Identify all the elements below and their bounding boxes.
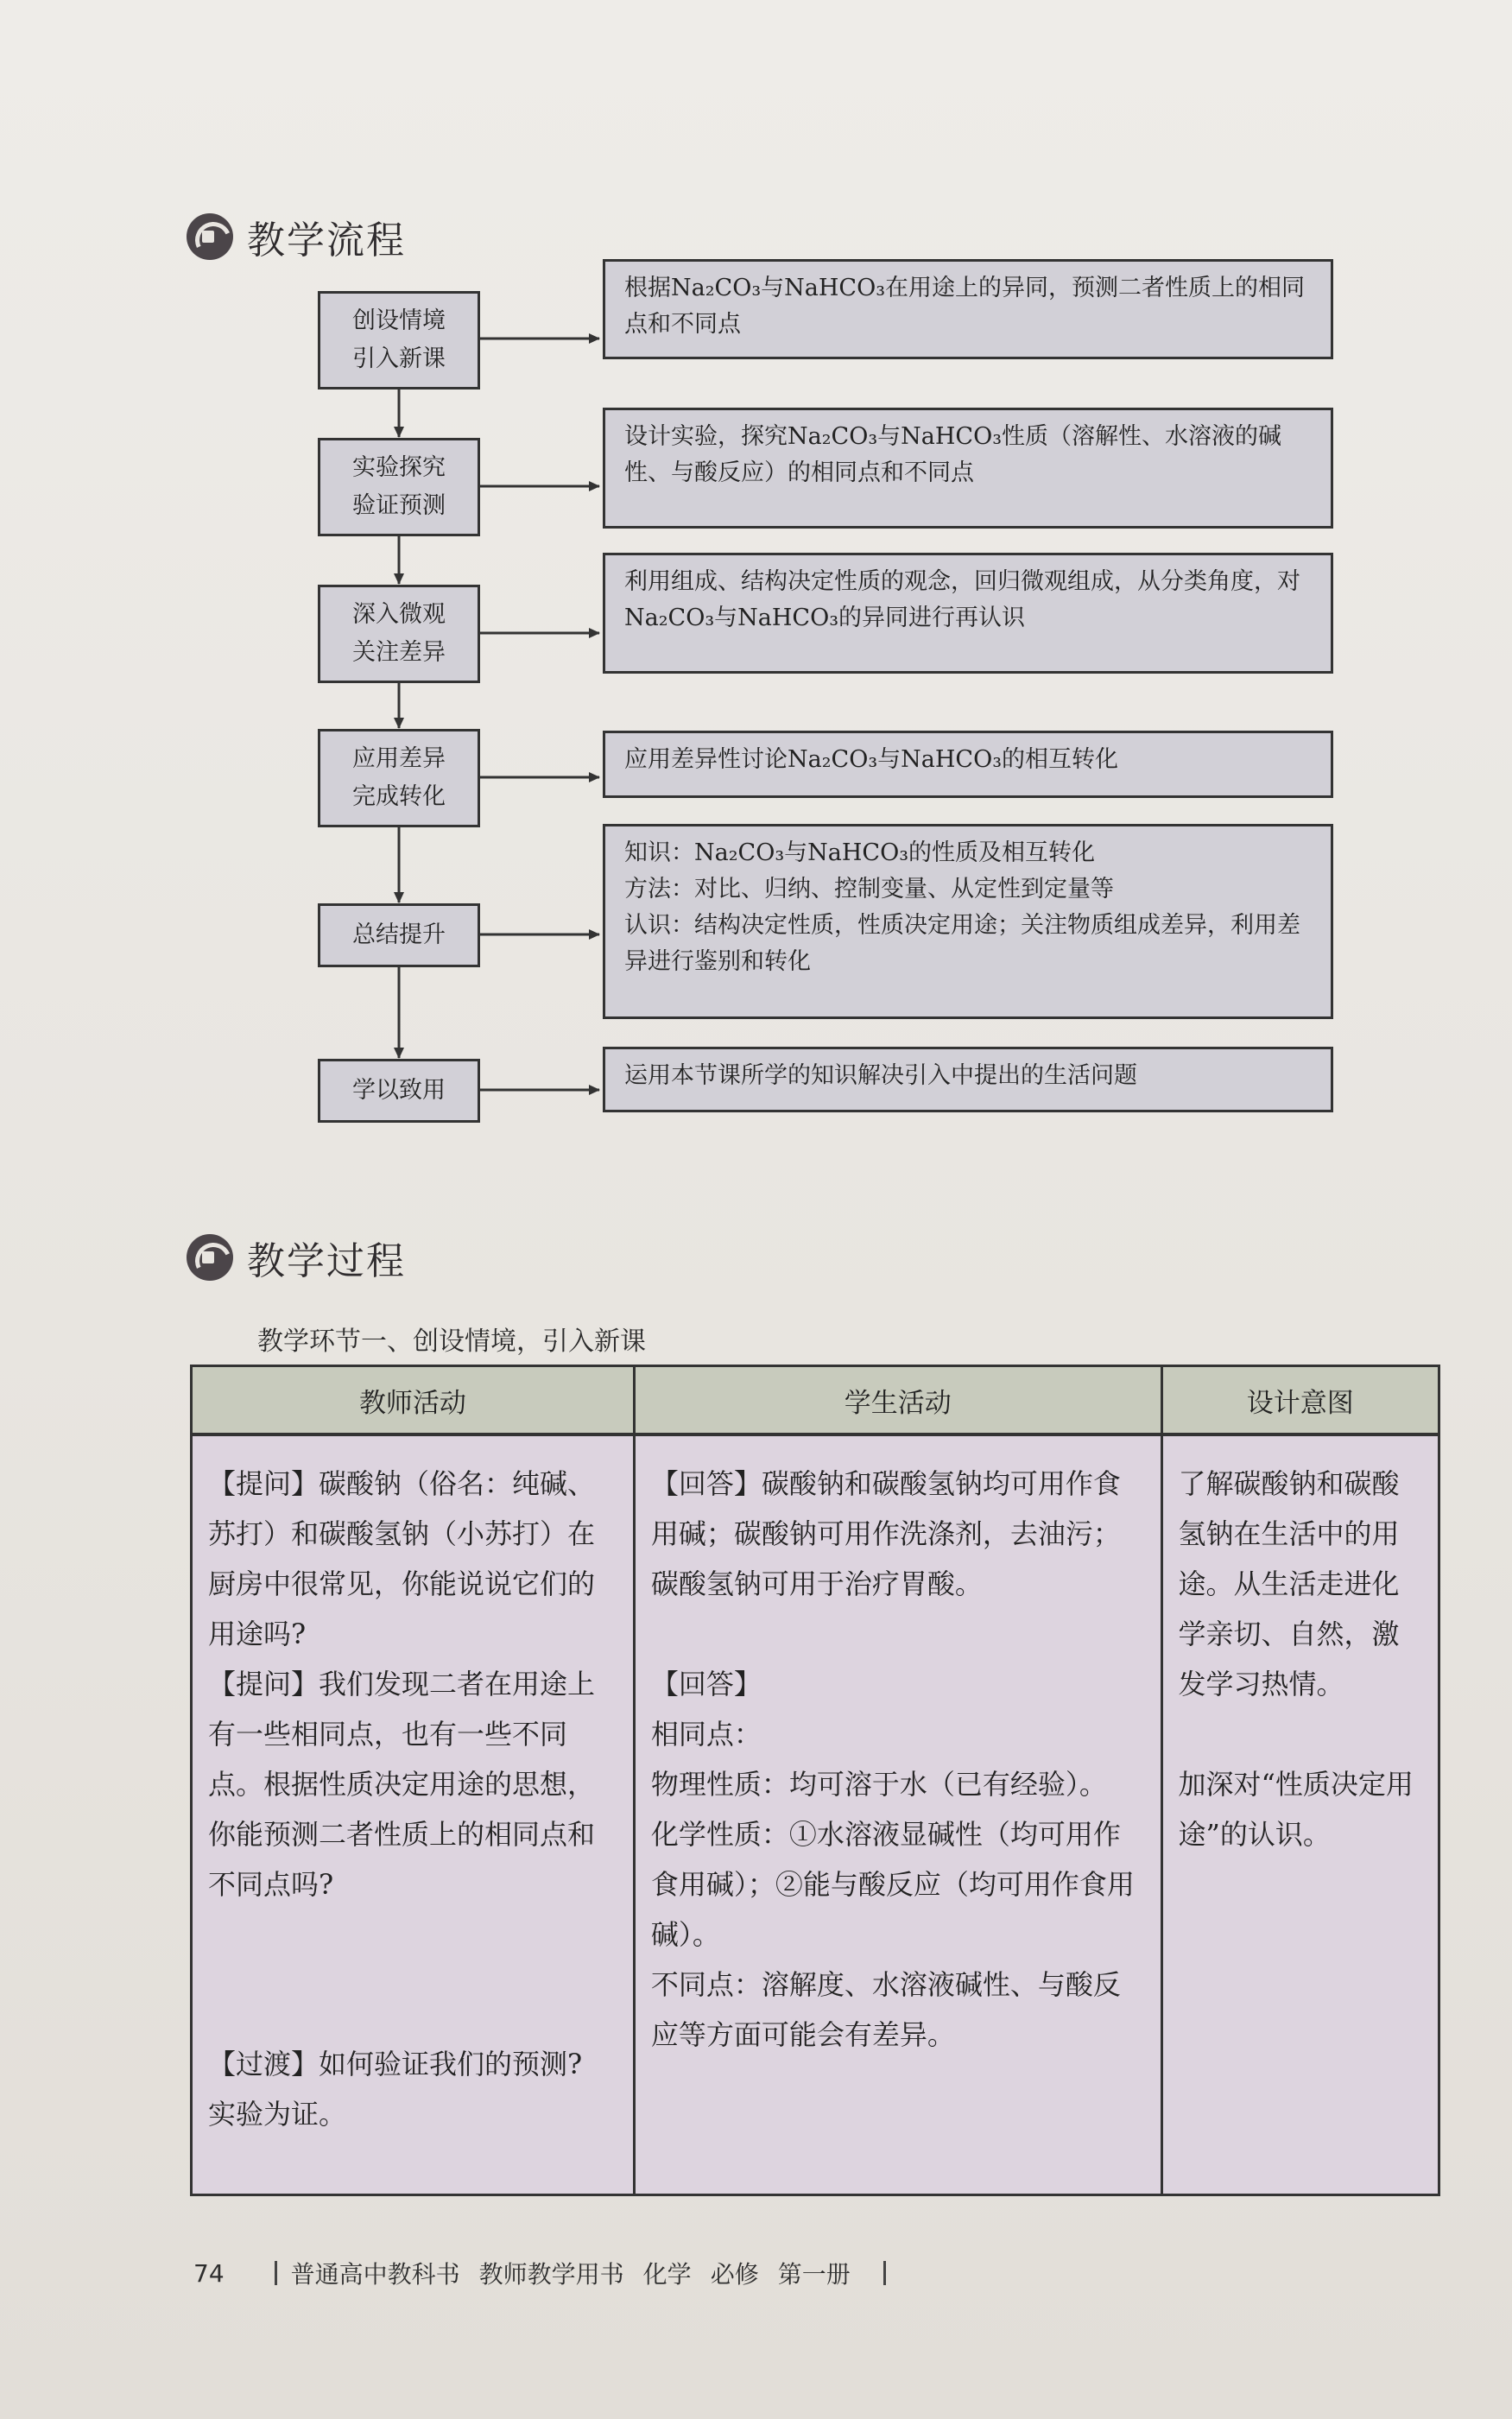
header-design-intent: 设计意图	[1161, 1366, 1439, 1435]
flow-stage-box	[318, 729, 480, 827]
header-student-activity: 学生活动	[634, 1366, 1161, 1435]
teacher-question-2: 【提问】我们发现二者在用途上有一些相同点，也有一些不同点。根据性质决定用途的思想，你能预测二者性质上的相同点和不同点吗?	[208, 1668, 596, 1901]
flow-description-box	[603, 731, 1333, 798]
page-footer	[193, 2256, 900, 2290]
footer-type: 教师教学用书	[478, 2260, 624, 2289]
design-intent-cell	[1161, 1434, 1439, 2194]
section-logo-icon	[187, 1234, 233, 1281]
flow-description-box	[603, 259, 1333, 359]
flow-stage-box	[318, 585, 480, 683]
step-caption: 教学环节一、创设情境，引入新课	[257, 1327, 646, 1357]
teacher-question-1: 【提问】碳酸钠（俗名：纯碱、苏打）和碳酸氢钠（小苏打）在厨房中很常见，你能说说它们的用途吗?	[208, 1467, 596, 1650]
footer-subject: 化学	[642, 2260, 692, 2289]
footer-divider	[883, 2261, 886, 2285]
flow-stage-label: 应用差异 完成转化	[352, 745, 446, 810]
student-differences: 不同点：溶解度、水溶液碱性、与酸反应等方面可能会有差异。	[650, 1968, 1121, 2051]
flow-stage-label: 总结提升	[352, 921, 446, 948]
header-teacher-activity: 教师活动	[192, 1366, 635, 1435]
flow-description-box	[603, 824, 1333, 1019]
page-number: 74	[193, 2258, 225, 2288]
student-answer-2-label: 【回答】	[650, 1668, 762, 1700]
process-section-heading	[187, 1230, 406, 1285]
flow-stage-box	[318, 438, 480, 536]
flow-description-box	[603, 1047, 1333, 1112]
intent-2: 加深对“性质决定用途”的认识。	[1178, 1768, 1414, 1851]
student-similarities-label: 相同点：	[650, 1718, 762, 1751]
intent-1: 了解碳酸钠和碳酸氢钠在生活中的用途。从生活走进化学亲切、自然，激发学习热情。	[1178, 1467, 1400, 1700]
flow-description-line: 利用组成、结构决定性质的观念，回归微观组成，从分类角度，对Na₂CO₃与NaHCO₃的异同进行再认识	[624, 568, 1300, 631]
flow-description-line: 设计实验，探究Na₂CO₃与NaHCO₃性质（溶解性、水溶液的碱性、与酸反应）的相同点和不同点	[624, 423, 1282, 486]
flow-stage-box	[318, 1059, 480, 1123]
teaching-process-table	[190, 1365, 1440, 2196]
flow-section-title: 教学流程	[247, 218, 406, 263]
process-section-title: 教学过程	[247, 1239, 406, 1283]
flow-description-line: 知识：Na₂CO₃与NaHCO₃的性质及相互转化	[624, 839, 1096, 866]
flow-stage-label: 创设情境 引入新课	[352, 307, 446, 372]
flow-stage-box	[318, 291, 480, 389]
flow-stage-label: 实验探究 验证预测	[352, 454, 446, 519]
student-answer-1: 【回答】碳酸钠和碳酸氢钠均可用作食用碱；碳酸钠可用作洗涤剂，去油污；碳酸氢钠可用于治疗胃酸。	[650, 1467, 1121, 1600]
flow-description-box	[603, 553, 1333, 674]
flow-description-line: 运用本节课所学的知识解决引入中提出的生活问题	[624, 1062, 1137, 1089]
student-physical-property: 物理性质：均可溶于水（已有经验）。	[650, 1768, 1107, 1801]
table-header-row	[192, 1366, 1439, 1435]
flow-description-line: 根据Na₂CO₃与NaHCO₃在用途上的异同，预测二者性质上的相同点和不同点	[624, 275, 1306, 338]
footer-grade: 必修	[710, 2260, 759, 2289]
footer-volume: 第一册	[777, 2260, 851, 2289]
flow-description-line: 认识：结构决定性质，性质决定用途；关注物质组成差异，利用差异进行鉴别和转化	[624, 912, 1300, 975]
flow-description-line: 方法：对比、归纳、控制变量、从定性到定量等	[624, 876, 1114, 902]
flow-stage-label: 学以致用	[352, 1077, 446, 1104]
student-activity-cell	[634, 1434, 1161, 2194]
student-chemical-property: 化学性质：①水溶液显碱性（均可用作食用碱）；②能与酸反应（均可用作食用碱）。	[650, 1818, 1135, 1951]
flow-stage-box	[318, 903, 480, 967]
teacher-activity-cell	[192, 1434, 635, 2194]
flow-description-box	[603, 408, 1333, 529]
flow-description-line: 应用差异性讨论Na₂CO₃与NaHCO₃的相互转化	[624, 746, 1119, 773]
teacher-transition: 【过渡】如何验证我们的预测? 实验为证。	[208, 2048, 583, 2131]
table-row	[192, 1434, 1439, 2194]
flow-stage-label: 深入微观 关注差异	[352, 601, 446, 666]
footer-book: 普通高中教科书	[290, 2260, 460, 2289]
footer-divider	[275, 2261, 277, 2285]
